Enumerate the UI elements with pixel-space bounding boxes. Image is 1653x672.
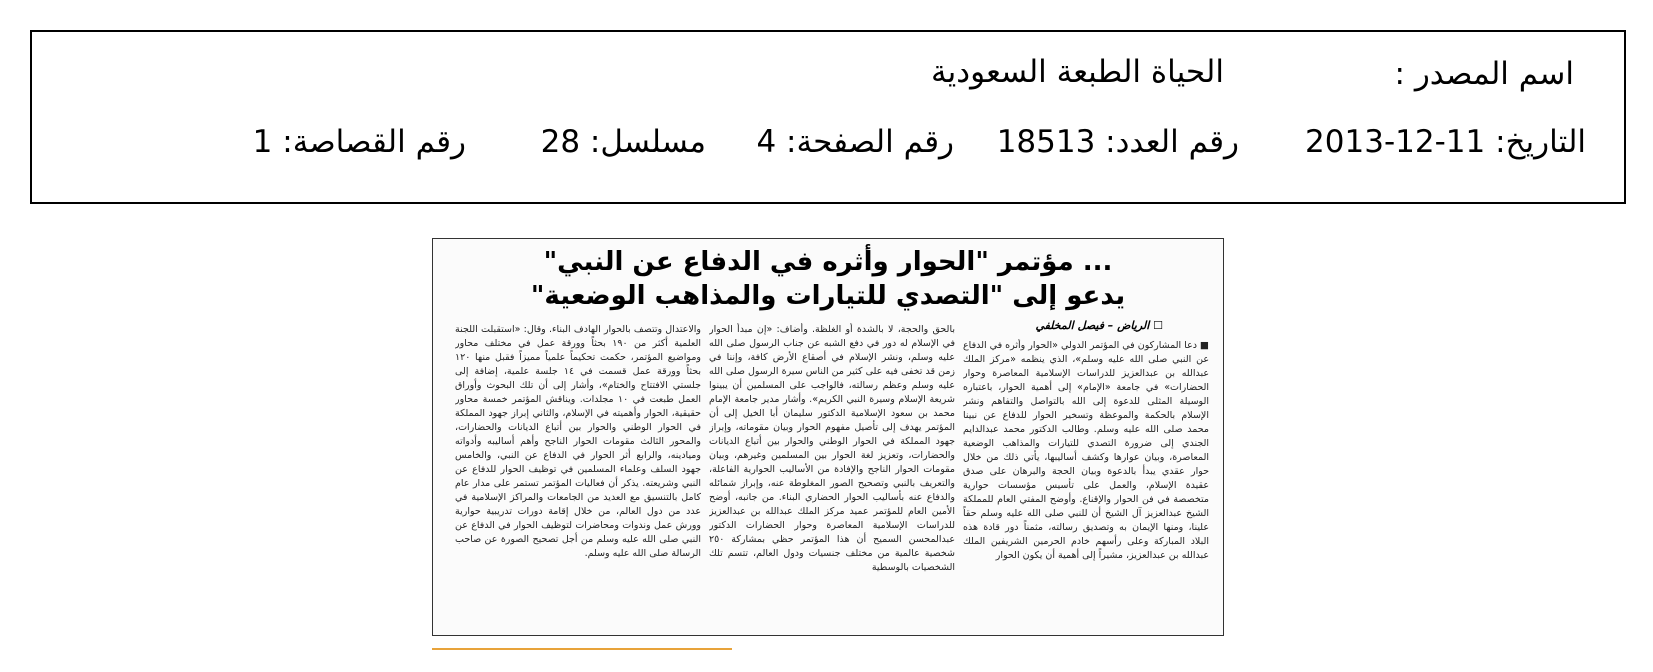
headline-line-1: ... مؤتمر "الحوار وأثره في الدفاع عن النبي": [543, 247, 1113, 277]
next-article-edge: [432, 648, 732, 656]
article-column-2: [709, 323, 955, 613]
source-label: اسم المصدر :: [1394, 56, 1574, 92]
source-name: الحياة الطبعة السعودية: [931, 54, 1224, 90]
article-column-2-text: بالحق والحجة، لا بالشدة أو الغلظة. وأضاف: «إن مبدأ الحوار في الإسلام له دور في دفع الشبه عن جناب الرسول صلى الله عليه وسلم، ونشر الإسلام في أصقاع الأرض كافة، وإننا في زمن قد تخفى فيه على كثير من الناس سيرة الرسول صلى الله عليه وسلم وعظم رسالته، فالواجب على المسلمين أن يبينوا شريعة الإسلام وسيرة النبي الكريم». وأشار مدير جامعة الإمام محمد بن سعود الإسلامية الدكتور سليمان أبا الخيل إلى أن المؤتمر يهدف إلى تأصيل مفهوم الحوار وبيان مقوماته، وإبراز جهود المملكة في الحوار الوطني والحوار بين أتباع الديانات والحضارات، وتعزيز لغة الحوار بين المسلمين وغيرهم، وبيان مقومات الحوار الناجح والإفادة من الأساليب الحوارية الفاعلة، والتعريف بالنبي وتصحيح الصور المغلوطة عنه، وإبراز شمائله والدفاع عنه بأساليب الحوار الحضاري البناء. من جانبه، أوضح الأمين العام للمؤتمر عميد مركز الملك عبدالله بن عبدالعزيز للدراسات الإسلامية المعاصرة وحوار الحضارات الدكتور عبدالمحسن السميح أن هذا المؤتمر حظي بمشاركة ٢٥٠ شخصية عالمية من مختلف جنسيات ودول العالم، تتسم تلك الشخصيات بالوسطية: [709, 324, 955, 573]
clipping-header-box: [30, 30, 1626, 204]
article-column-3-text: والاعتدال وتتصف بالحوار الهادف البناء. وقال: «استقبلت اللجنة العلمية أكثر من ١٩٠ بحثاً وورقة عمل في مختلف محاور ومواضيع المؤتمر، حكمت تحكيماً علمياً مميزاً فقبل منها ١٢٠ بحثاً وورقة عمل قسمت في ١٤ جلسة علمية، إضافة إلى جلستي الافتتاح والختام»، وأشار إلى أن تلك البحوث وأوراق العمل طبعت في ١٠ مجلدات. ويناقش المؤتمر خمسة محاور حقيقية، الحوار وأهميته في الإسلام، والثاني إبراز جهود المملكة في الحوار الوطني والحوار بين أتباع الديانات والحضارات، والمحور الثالث مقومات الحوار الناجح وأهم أساليبه وأدواته وميادينه، والرابع أثر الحوار في الدفاع عن النبي، والخامس جهود السلف وعلماء المسلمين في توظيف الحوار للدفاع عن النبي وشريعته. يذكر أن فعاليات المؤتمر تستمر على مدار عام كامل بالتنسيق مع العديد من الجامعات والمراكز الإسلامية في عدد من دول العالم، من خلال إقامة دورات تدريبية حوارية وورش عمل وندوات ومحاضرات لتوظيف الحوار في الدفاع عن النبي صلى الله عليه وسلم من أجل تصحيح الصورة عن صاحب الرسالة صلى الله عليه وسلم.: [455, 324, 701, 559]
byline: ☐ الرياض – فيصل المخلفي: [1035, 319, 1163, 332]
clipping-number-label: رقم القصاصة: 1: [252, 124, 466, 160]
headline-line-2: يدعو إلى "التصدي للتيارات والمذاهب الوضعية": [530, 281, 1126, 311]
date-label: التاريخ: 11-12-2013: [1305, 124, 1586, 160]
page-number-label: رقم الصفحة: 4: [756, 124, 954, 160]
article-column-3: [455, 323, 701, 613]
newspaper-clipping: [432, 238, 1224, 636]
article-column-1-text: ■ دعا المشاركون في المؤتمر الدولي «الحوار وأثره في الدفاع عن النبي صلى الله عليه وسلم»، الذي ينظمه «مركز الملك عبدالله بن عبدالعزيز للدراسات الإسلامية المعاصرة وحوار الحضارات» في جامعة «الإمام» إلى أهمية الحوار، باعتباره الوسيلة المثلى للدعوة إلى الله بالتواصل والتفاهم ونشر الإسلام بالحكمة والموعظة وتسخير الحوار للدفاع عن نبينا محمد صلى الله عليه وسلم. وطالب الدكتور محمد عبدالدايم الجندي إلى ضرورة التصدي للتيارات والمذاهب الوضعية المعاصرة، وبيان عوارها وكشف أساليبها، يأتي ذلك من خلال حوار عقدي يبدأ بالدعوة وبيان الحجة والبرهان على صدق عقيدة الإسلام، والعمل على تأسيس مؤسسات حوارية متخصصة في فن الحوار والإقناع. وأوضح المفتي العام للمملكة الشيخ عبدالعزيز آل الشيخ أن للنبي صلى الله عليه وسلم حقاً علينا، ومنها الإيمان به وتصديق رسالته، مثمناً دور قادة هذه البلاد المباركة وعلى رأسهم خادم الحرمين الشريفين الملك عبدالله بن عبدالعزيز، مشيراً إلى أهمية أن يكون الحوار: [963, 340, 1209, 561]
issue-number-label: رقم العدد: 18513: [996, 124, 1239, 160]
serial-label: مسلسل: 28: [540, 124, 706, 160]
article-column-1: [963, 339, 1209, 629]
